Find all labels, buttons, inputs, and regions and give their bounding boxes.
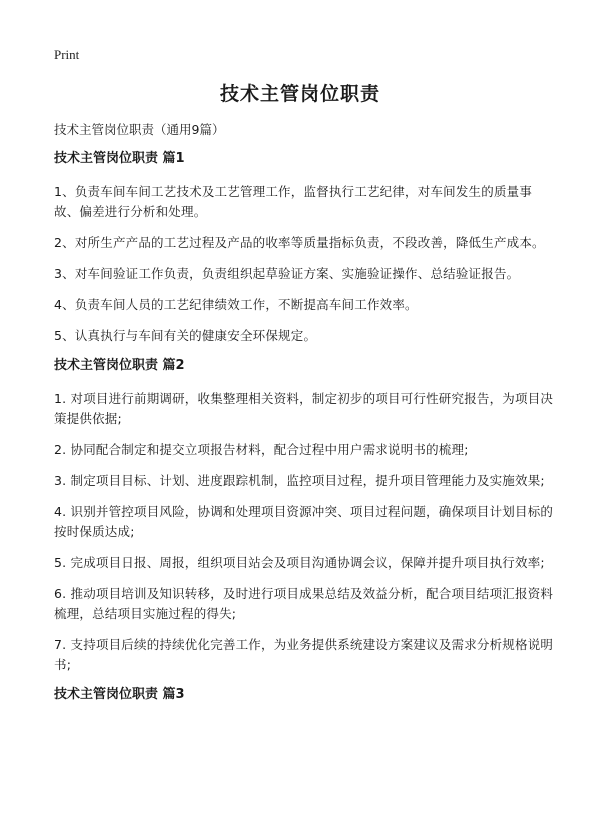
duty-item: 5. 完成项目日报、周报，组织项目站会及项目沟通协调会议，保障并提升项目执行效率; <box>54 555 545 570</box>
section-heading-3: 技术主管岗位职责 篇3 <box>54 687 185 702</box>
document-subtitle: 技术主管岗位职责（通用9篇） <box>54 122 225 137</box>
duty-item: 1. 对项目进行前期调研，收集整理相关资料，制定初步的项目可行性研究报告，为项目决策提供依据; <box>54 391 554 426</box>
duty-item: 5、认真执行与车间有关的健康安全环保规定。 <box>54 328 317 343</box>
duty-item: 6. 推动项目培训及知识转移，及时进行项目成果总结及效益分析，配合项目结项汇报资料梳理，总结项目实施过程的得失; <box>54 586 554 621</box>
duty-item: 1、负责车间车间工艺技术及工艺管理工作，监督执行工艺纪律，对车间发生的质量事故、偏差进行分析和处理。 <box>54 184 533 219</box>
section-heading-2: 技术主管岗位职责 篇2 <box>54 358 185 373</box>
duty-item: 7. 支持项目后续的持续优化完善工作，为业务提供系统建设方案建议及需求分析规格说明书; <box>54 637 554 672</box>
document-title: 技术主管岗位职责 <box>219 83 380 105</box>
document-body <box>54 150 554 718</box>
duty-item: 3. 制定项目目标、计划、进度跟踪机制，监控项目过程，提升项目管理能力及实施效果; <box>54 473 545 488</box>
duty-item: 4、负责车间人员的工艺纪律绩效工作，不断提高车间工作效率。 <box>54 297 418 312</box>
duty-item: 4. 识别并管控项目风险，协调和处理项目资源冲突、项目过程问题，确保项目计划目标的按时保质达成; <box>54 504 554 539</box>
duty-item: 3、对车间验证工作负责，负责组织起草验证方案、实施验证操作、总结验证报告。 <box>54 266 520 281</box>
print-label: Print <box>54 47 80 62</box>
duty-item: 2、对所生产产品的工艺过程及产品的收率等质量指标负责，不段改善，降低生产成本。 <box>54 235 545 250</box>
duty-item: 2. 协同配合制定和提交立项报告材料，配合过程中用户需求说明书的梳理; <box>54 442 469 457</box>
section-heading-1: 技术主管岗位职责 篇1 <box>54 151 185 166</box>
